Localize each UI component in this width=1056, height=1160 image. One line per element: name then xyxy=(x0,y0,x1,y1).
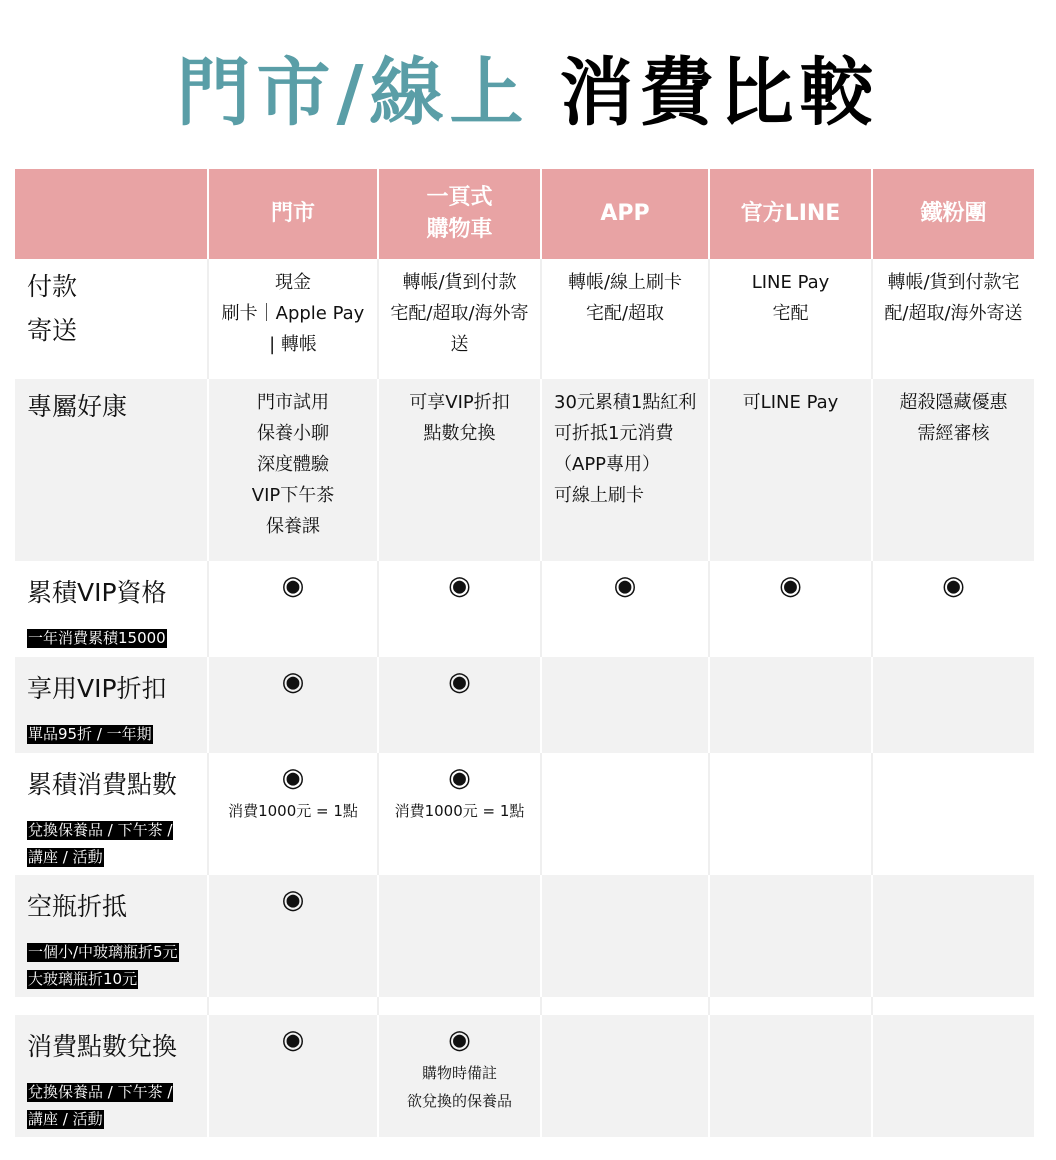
row-payment xyxy=(15,259,1034,379)
note-tag: 兌換保養品 / 下午茶 / xyxy=(28,1083,173,1101)
row-redeem xyxy=(15,1015,1034,1137)
cell-app-payment: 轉帳/線上刷卡 宅配/超取 xyxy=(540,259,708,379)
empty-cell xyxy=(540,875,708,997)
row-label-perks: 專屬好康 xyxy=(15,379,207,561)
cell-store-payment: 現金 刷卡｜Apple Pay | 轉帳 xyxy=(207,259,377,379)
row-label-discount: 享用VIP折扣 單品95折 / 一年期 xyxy=(15,657,207,753)
empty-cell xyxy=(871,875,1034,997)
title-part1: 門市/線上 xyxy=(176,50,530,136)
row-label-bottle: 空瓶折抵 一個小/中玻璃瓶折5元 大玻璃瓶折10元 xyxy=(15,875,207,997)
cell-fan-perks: 超殺隱藏優惠 需經審核 xyxy=(871,379,1034,561)
empty-cell xyxy=(540,753,708,875)
empty-cell xyxy=(708,657,871,753)
empty-cell xyxy=(871,657,1034,753)
row-perks xyxy=(15,379,1034,561)
row-label-vip: 累積VIP資格 一年消費累積15000 xyxy=(15,561,207,657)
header-store: 門市 xyxy=(207,169,377,259)
header-fan-group: 鐵粉團 xyxy=(871,169,1034,259)
check-mark-icon: ◉ xyxy=(708,561,871,657)
empty-cell xyxy=(708,1015,871,1137)
header-onepage-cart: 一頁式 購物車 xyxy=(377,169,540,259)
title-part2: 消費比較 xyxy=(559,50,880,136)
row-label-redeem: 消費點數兌換 兌換保養品 / 下午茶 / 講座 / 活動 xyxy=(15,1015,207,1137)
check-mark-icon: ◉ xyxy=(207,875,377,997)
row-bottle xyxy=(15,875,1034,997)
cell-cart-redeem: ◉ 購物時備註 欲兌換的保養品 xyxy=(377,1015,540,1137)
empty-cell xyxy=(377,875,540,997)
header-app: APP xyxy=(540,169,708,259)
check-mark-icon: ◉ xyxy=(377,561,540,657)
check-mark-icon: ◉ xyxy=(207,561,377,657)
check-mark-icon: ◉ xyxy=(281,763,305,793)
empty-cell xyxy=(540,1015,708,1137)
row-vip xyxy=(15,561,1034,657)
note-tag: 兌換保養品 / 下午茶 / xyxy=(28,821,173,839)
table-header xyxy=(15,169,1034,259)
check-mark-icon: ◉ xyxy=(448,763,471,793)
note-tag: 大玻璃瓶折10元 xyxy=(28,970,138,988)
cell-store-points: ◉ 消費1000元 = 1點 xyxy=(207,753,377,875)
note-tag: 一年消費累積15000 xyxy=(28,629,166,647)
row-label-points: 累積消費點數 兌換保養品 / 下午茶 / 講座 / 活動 xyxy=(15,753,207,875)
page-title xyxy=(0,48,1056,138)
check-mark-icon: ◉ xyxy=(448,1025,471,1055)
check-mark-icon: ◉ xyxy=(871,561,1034,657)
cell-cart-payment: 轉帳/貨到付款 宅配/超取/海外寄 送 xyxy=(377,259,540,379)
header-blank xyxy=(15,169,207,259)
row-spacer xyxy=(15,997,1034,1015)
cell-app-perks: 30元累積1點紅利 可折抵1元消費 （APP專用） 可線上刷卡 xyxy=(540,379,708,561)
row-label-payment: 付款 寄送 xyxy=(15,259,207,379)
check-mark-icon: ◉ xyxy=(540,561,708,657)
note-tag: 一個小/中玻璃瓶折5元 xyxy=(28,943,178,961)
check-mark-icon: ◉ xyxy=(207,657,377,753)
cell-store-perks: 門市試用 保養小聊 深度體驗 VIP下午茶 保養課 xyxy=(207,379,377,561)
row-discount xyxy=(15,657,1034,753)
cell-line-perks: 可LINE Pay xyxy=(708,379,871,561)
empty-cell xyxy=(871,753,1034,875)
check-mark-icon: ◉ xyxy=(377,657,540,753)
cell-line-payment: LINE Pay 宅配 xyxy=(708,259,871,379)
cell-fan-payment: 轉帳/貨到付款宅 配/超取/海外寄送 xyxy=(871,259,1034,379)
note-tag: 講座 / 活動 xyxy=(28,848,103,866)
cell-cart-points: ◉ 消費1000元 = 1點 xyxy=(377,753,540,875)
empty-cell xyxy=(871,1015,1034,1137)
empty-cell xyxy=(708,753,871,875)
note-tag: 單品95折 / 一年期 xyxy=(28,725,152,743)
check-mark-icon: ◉ xyxy=(207,1015,377,1137)
row-points xyxy=(15,753,1034,875)
empty-cell xyxy=(708,875,871,997)
note-tag: 講座 / 活動 xyxy=(28,1110,103,1128)
empty-cell xyxy=(540,657,708,753)
header-line: 官方LINE xyxy=(708,169,871,259)
cell-cart-perks: 可享VIP折扣 點數兌換 xyxy=(377,379,540,561)
